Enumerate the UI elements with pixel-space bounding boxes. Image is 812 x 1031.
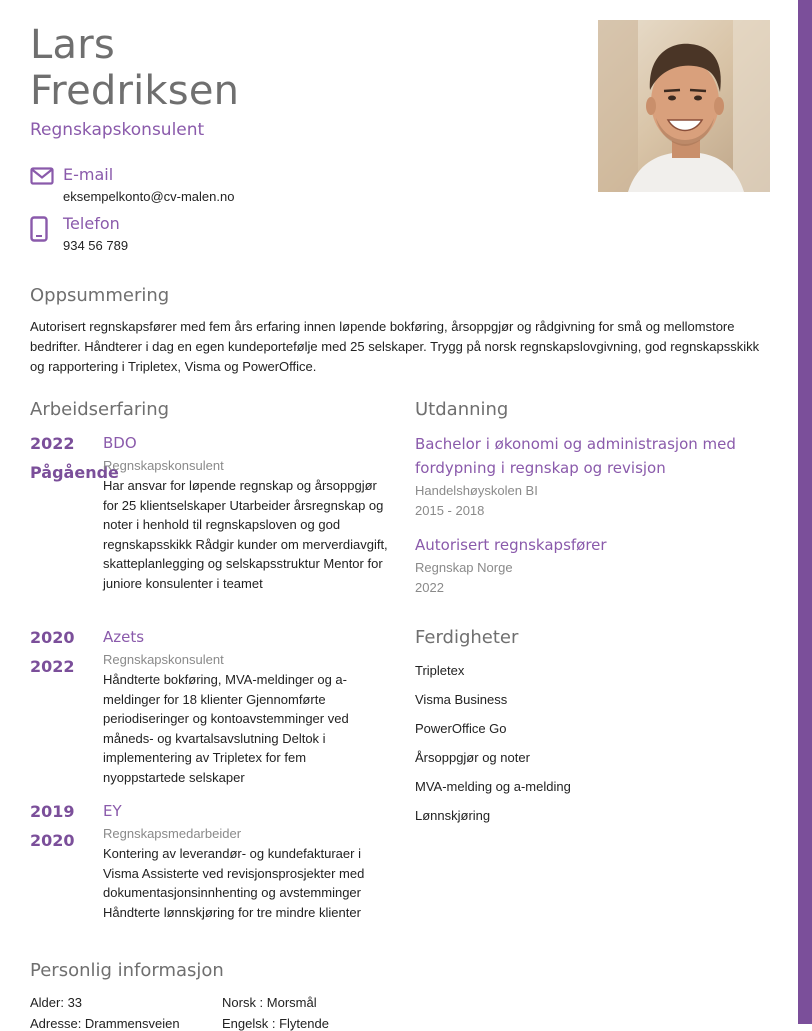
accent-side-bar [798, 0, 812, 1024]
job-start-year: 2020 [30, 628, 75, 647]
job-title-text: Regnskapsmedarbeider [103, 826, 242, 841]
email-value[interactable]: eksempelkonto@cv-malen.no [63, 189, 235, 204]
skill-item: Tripletex [415, 663, 465, 678]
personal-language-2: Engelsk : Flytende [222, 1016, 329, 1031]
summary-text: Autorisert regnskapsfører med fem års erfaring innen løpende bokføring, årsoppgjør og rådgivning for små og mellomstore bedrifter. Håndterer i dag en egen kundeportefølje med 25 selskaper. Trygg på norsk regnskapslovgivning, god regnskapsskikk og rapportering i Tripletex, Visma og PowerOffice. [30, 319, 760, 374]
education-school: Regnskap Norge [415, 560, 513, 575]
skill-item: Lønnskjøring [415, 808, 491, 823]
job-title-text: Regnskapskonsulent [103, 458, 224, 473]
education-entry [415, 432, 755, 521]
job-title: Regnskapskonsulent [30, 120, 205, 140]
job-description: Har ansvar for løpende regnskap og årsoppgjør for 25 klientselskaper Utarbeider årsregnskap og noter i henhold til regnskapsloven og god regnskapsskikk Rådgir kunder om merverdiavgift, skatteplanlegging og selskapsstruktur Mentor for juniore konsulenter i teamet [103, 478, 388, 591]
profile-photo [598, 20, 770, 192]
first-name: Lars [30, 22, 115, 68]
personal-language-1: Norsk : Morsmål [222, 995, 317, 1010]
email-label: E-mail [63, 165, 114, 184]
phone-label: Telefon [63, 214, 120, 233]
envelope-icon [30, 167, 54, 190]
education-degree: Bachelor i økonomi og administrasjon med fordypning i regnskap og revisjon [415, 435, 736, 477]
job-company: EY [103, 802, 122, 820]
education-entry [415, 533, 755, 598]
personal-heading: Personlig informasjon [30, 960, 224, 981]
job-end-year: 2020 [30, 831, 75, 850]
job-title-text: Regnskapskonsulent [103, 652, 224, 667]
skill-item: Årsoppgjør og noter [415, 750, 530, 765]
job-entry [30, 802, 395, 927]
job-end-year: 2022 [30, 657, 75, 676]
personal-age: Alder: 33 [30, 995, 83, 1010]
job-company: Azets [103, 628, 145, 646]
skill-item: Visma Business [415, 692, 508, 707]
skills-list [415, 661, 571, 835]
job-entry [30, 434, 395, 614]
last-name: Fredriksen [30, 68, 240, 114]
phone-icon [30, 216, 48, 247]
skill-item: PowerOffice Go [415, 721, 507, 736]
experience-heading: Arbeidserfaring [30, 399, 170, 420]
personal-address: Adresse: Drammensveien [30, 1016, 180, 1031]
job-description: Kontering av leverandør- og kundefakturaer i Visma Assisterte ved revisjonsprosjekter med dokumentasjonsinnhenting og avstemminger Håndterte lønnskjøring for tre mindre klienter [103, 846, 365, 920]
education-school: Handelshøyskolen BI [415, 483, 538, 498]
summary-heading: Oppsummering [30, 285, 170, 306]
job-company: BDO [103, 434, 137, 452]
job-start-year: 2019 [30, 802, 75, 821]
person-name [30, 22, 239, 114]
education-degree: Autorisert regnskapsfører [415, 536, 607, 554]
skill-item: MVA-melding og a-melding [415, 779, 571, 794]
job-description: Håndterte bokføring, MVA-meldinger og a-meldinger for 18 klienter Gjennomførte periodiseringer og kontoavstemminger ved måneds- og kvartalsavslutning Deltok i implementering av Tripletex for fem nyoppstartede selskaper [103, 672, 349, 785]
education-heading: Utdanning [415, 399, 509, 420]
skills-heading: Ferdigheter [415, 627, 519, 648]
job-start-year: 2022 [30, 434, 75, 453]
job-entry [30, 628, 395, 793]
job-end-year: Pågående [30, 463, 119, 482]
education-years: 2022 [415, 580, 444, 595]
education-years: 2015 - 2018 [415, 503, 485, 518]
phone-value[interactable]: 934 56 789 [63, 238, 129, 253]
